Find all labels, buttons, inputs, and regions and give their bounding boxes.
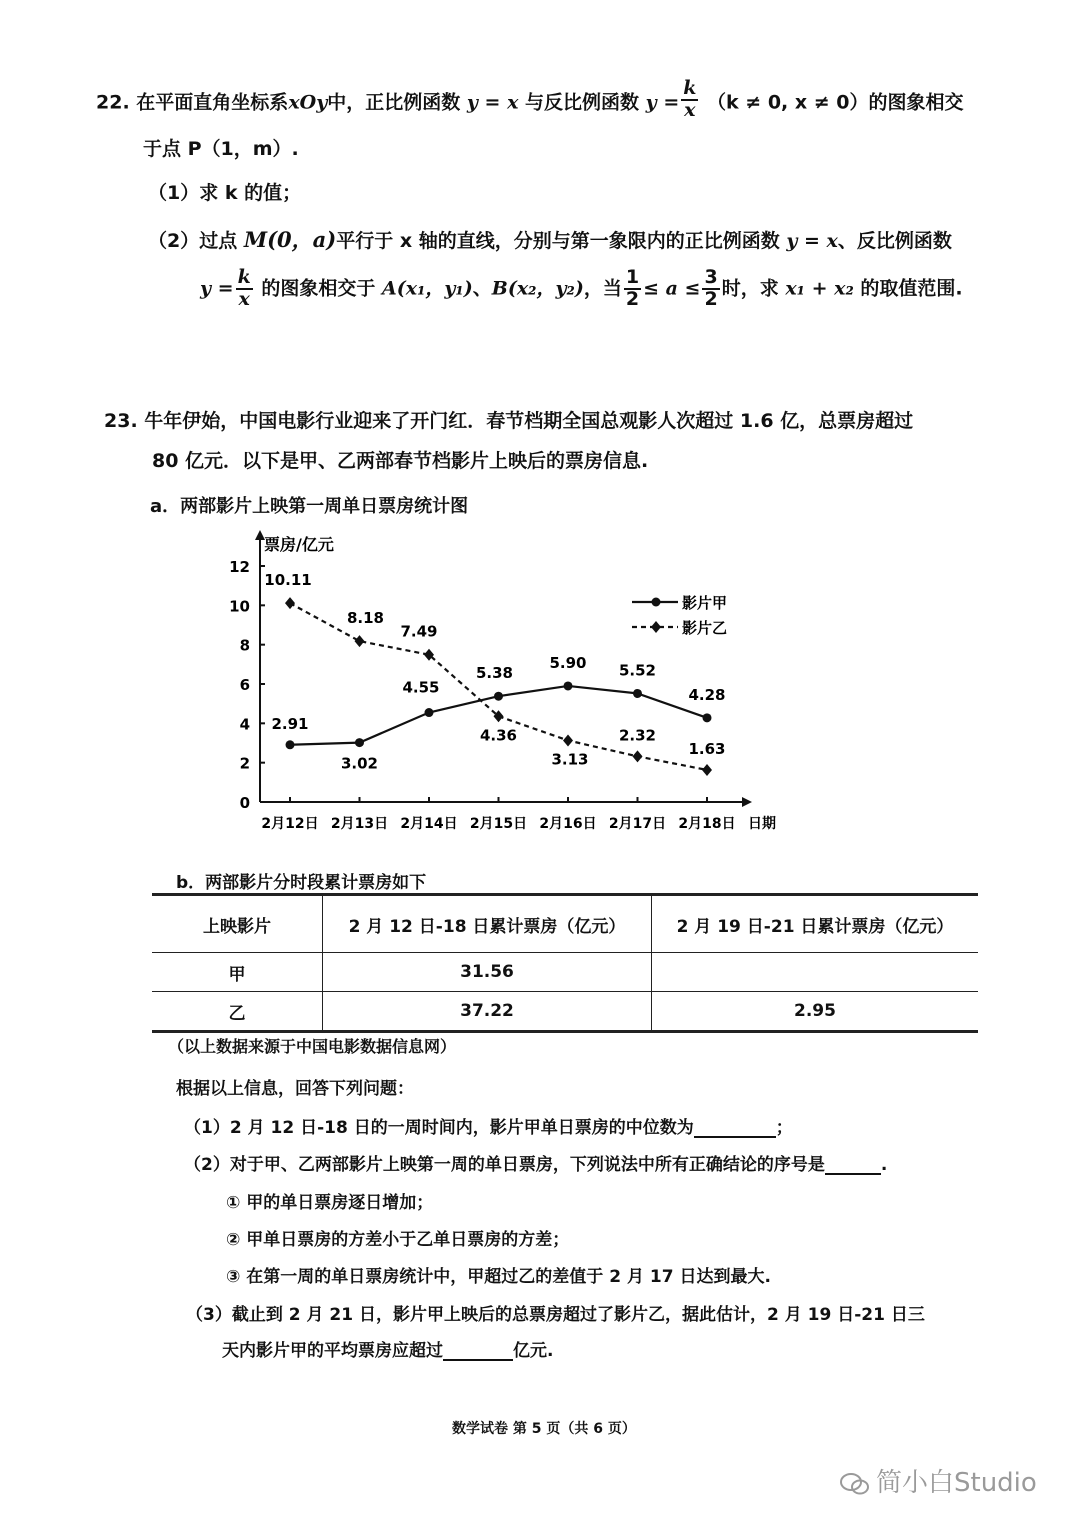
data-label: 8.18 bbox=[346, 609, 385, 628]
data-point bbox=[355, 738, 364, 747]
q22-y-eq: y = bbox=[645, 91, 680, 114]
q23-part2 bbox=[184, 1150, 887, 1175]
data-label: 5.52 bbox=[618, 661, 657, 680]
table-cell: 甲 bbox=[152, 953, 323, 992]
q23-line1 bbox=[104, 406, 913, 433]
y-tick-label: 2 bbox=[239, 754, 250, 773]
table-header-cell: 上映影片 bbox=[152, 895, 323, 953]
data-point bbox=[633, 689, 642, 698]
x-tick-label: 2月16日 bbox=[539, 816, 597, 832]
data-point bbox=[286, 740, 295, 749]
q22-yx: y = x bbox=[786, 230, 838, 252]
q22-point-m: M(0，a) bbox=[243, 227, 337, 252]
q22-xoy: xOy bbox=[288, 91, 328, 114]
legend-marker bbox=[651, 621, 661, 633]
y-tick-label: 10 bbox=[229, 597, 250, 616]
q22-text: 、 bbox=[472, 277, 492, 300]
x-tick-label: 2月14日 bbox=[400, 816, 458, 832]
x-axis-label: 日期 bbox=[748, 816, 776, 832]
data-point bbox=[285, 597, 295, 609]
y-tick-label: 8 bbox=[239, 636, 250, 655]
x-tick-label: 2月18日 bbox=[678, 816, 736, 832]
table-header-cell: 2 月 12 日-18 日累计票房（亿元） bbox=[323, 895, 652, 953]
q22-point-a: A(x₁，y₁) bbox=[382, 277, 473, 300]
table-cell: 31.56 bbox=[323, 953, 652, 992]
x-tick-label: 2月17日 bbox=[608, 816, 667, 832]
y-tick-label: 4 bbox=[239, 715, 250, 734]
wechat-icon bbox=[840, 1472, 870, 1496]
chart-caption: a．两部影片上映第一周单日票房统计图 bbox=[150, 496, 469, 517]
table-cell: 乙 bbox=[152, 992, 323, 1032]
x-tick-label: 2月13日 bbox=[330, 816, 389, 832]
y-tick-label: 6 bbox=[239, 676, 250, 694]
legend-label: 影片乙 bbox=[682, 619, 728, 637]
table-row bbox=[152, 992, 978, 1032]
data-label: 4.55 bbox=[402, 678, 440, 697]
data-point bbox=[703, 713, 712, 722]
data-label: 5.90 bbox=[549, 653, 587, 672]
table-cell: 2.95 bbox=[652, 992, 979, 1032]
page-footer: 数学试卷 第 5 页（共 6 页） bbox=[452, 1421, 636, 1437]
data-point bbox=[633, 750, 643, 762]
q22-text: 中，正比例函数 bbox=[327, 91, 461, 114]
data-label: 1.63 bbox=[688, 739, 726, 758]
data-label: 5.38 bbox=[475, 664, 514, 683]
data-label: 10.11 bbox=[264, 571, 312, 590]
q22-text: ，当 bbox=[583, 277, 622, 300]
data-label: 2.91 bbox=[271, 714, 309, 733]
table-cell: 37.22 bbox=[323, 992, 652, 1032]
data-point bbox=[355, 635, 365, 647]
q22-line1 bbox=[96, 77, 964, 124]
q22-text: 的图象相交于 bbox=[261, 277, 376, 300]
box-office-table bbox=[152, 893, 978, 1033]
watermark-text: 简小白Studio bbox=[876, 1468, 1037, 1498]
data-label: 3.02 bbox=[340, 754, 379, 773]
q22-part2 bbox=[148, 224, 952, 254]
q23-line2: 80 亿元．以下是甲、乙两部春节档影片上映后的票房信息. bbox=[152, 450, 649, 472]
q23-part3-line2 bbox=[222, 1336, 553, 1361]
table-header-cell: 2 月 19 日-21 日累计票房（亿元） bbox=[652, 895, 979, 953]
q22-text: 与反比例函数 bbox=[525, 91, 640, 114]
q23-part3-line1: （3）截止到 2 月 21 日，影片甲上映后的总票房超过了影片乙，据此估计，2 月 19 日-21 日三 bbox=[186, 1305, 925, 1325]
y-tick-label: 0 bbox=[239, 794, 250, 812]
answer-blank[interactable] bbox=[694, 1116, 776, 1138]
q23-lead: 根据以上信息，回答下列问题： bbox=[176, 1079, 414, 1099]
q23-part2-text: （2）对于甲、乙两部影片上映第一周的单日票房，下列说法中所有正确结论的序号是 bbox=[184, 1155, 825, 1175]
data-label: 7.49 bbox=[400, 622, 438, 641]
q22-condition: （k ≠ 0, x ≠ 0）的图象相交 bbox=[707, 91, 964, 114]
option-2: ② 甲单日票房的方差小于乙单日票房的方差； bbox=[226, 1230, 570, 1250]
q22-point-b: B(x₂，y₂) bbox=[491, 277, 584, 300]
q22-part1: （1）求 k 的值； bbox=[148, 182, 302, 204]
data-point bbox=[425, 708, 434, 717]
q22-frac-k-x: $\frac{k}{x}$ bbox=[237, 266, 251, 310]
q22-line2: 于点 P（1，m）. bbox=[143, 138, 299, 160]
legend-marker bbox=[652, 598, 661, 607]
data-label: 4.36 bbox=[479, 726, 518, 745]
q23-text: 天内影片甲的平均票房应超过 bbox=[222, 1341, 443, 1361]
q22-line5 bbox=[200, 268, 963, 310]
answer-blank[interactable] bbox=[825, 1153, 881, 1175]
q22-inequality: ≤ a ≤ bbox=[643, 277, 701, 300]
q22-frac-half: $\frac{1}{2}$ bbox=[625, 266, 640, 310]
q23-text: 牛年伊始，中国电影行业迎来了开门红．春节档期全国总观影人次超过 1.6 亿，总票房超过 bbox=[144, 410, 914, 432]
q23-text: . bbox=[880, 1155, 888, 1175]
option-3: ③ 在第一周的单日票房统计中，甲超过乙的差值于 2 月 17 日达到最大. bbox=[226, 1267, 771, 1287]
table-caption: b．两部影片分时段累计票房如下 bbox=[176, 873, 427, 893]
q22-y-eq: y = bbox=[200, 277, 234, 300]
q22-text: 、反比例函数 bbox=[837, 230, 952, 252]
data-label: 4.28 bbox=[688, 685, 726, 704]
q22-number: 22. bbox=[96, 91, 130, 114]
data-point bbox=[563, 734, 573, 746]
data-point bbox=[564, 681, 573, 690]
data-point bbox=[494, 692, 503, 701]
q22-text: （2）过点 bbox=[148, 230, 238, 252]
q23-number: 23. bbox=[104, 410, 138, 432]
data-label: 3.13 bbox=[551, 750, 589, 769]
series-line-yi bbox=[290, 603, 707, 770]
q22-yx: y = x bbox=[466, 91, 519, 114]
watermark bbox=[840, 1462, 1037, 1499]
y-axis-label: 票房/亿元 bbox=[264, 535, 334, 554]
data-source-note: （以上数据来源于中国电影数据信息网） bbox=[168, 1037, 457, 1056]
table-row bbox=[152, 953, 978, 992]
table-cell bbox=[652, 953, 979, 992]
legend-label: 影片甲 bbox=[682, 594, 728, 612]
line-chart bbox=[222, 530, 782, 840]
q23-part1 bbox=[184, 1113, 793, 1138]
q23-text: 亿元. bbox=[513, 1341, 554, 1361]
q22-text: 在平面直角坐标系 bbox=[136, 91, 289, 114]
y-tick-label: 12 bbox=[229, 558, 250, 576]
q22-sum: x₁ + x₂ bbox=[785, 277, 854, 300]
x-tick-label: 2月15日 bbox=[469, 816, 528, 832]
q22-frac-three-halves: $\frac{3}{2}$ bbox=[704, 266, 718, 310]
q22-text: 平行于 x 轴的直线，分别与第一象限内的正比例函数 bbox=[336, 230, 780, 252]
q23-part1-text: （1）2 月 12 日-18 日的一周时间内，影片甲单日票房的中位数为 bbox=[184, 1118, 694, 1138]
x-axis-arrow bbox=[742, 797, 752, 807]
x-tick-label: 2月12日 bbox=[261, 816, 319, 832]
q22-text: 的取值范围. bbox=[860, 277, 963, 300]
data-label: 2.32 bbox=[618, 726, 657, 745]
data-point bbox=[702, 764, 712, 776]
answer-blank[interactable] bbox=[443, 1339, 513, 1361]
table-header-row bbox=[152, 895, 978, 953]
option-1: ① 甲的单日票房逐日增加； bbox=[226, 1193, 434, 1213]
q23-text: ； bbox=[775, 1118, 793, 1138]
q22-frac-k-x: $\frac{k}{x}$ bbox=[683, 77, 697, 121]
q22-text: 时，求 bbox=[721, 277, 779, 300]
